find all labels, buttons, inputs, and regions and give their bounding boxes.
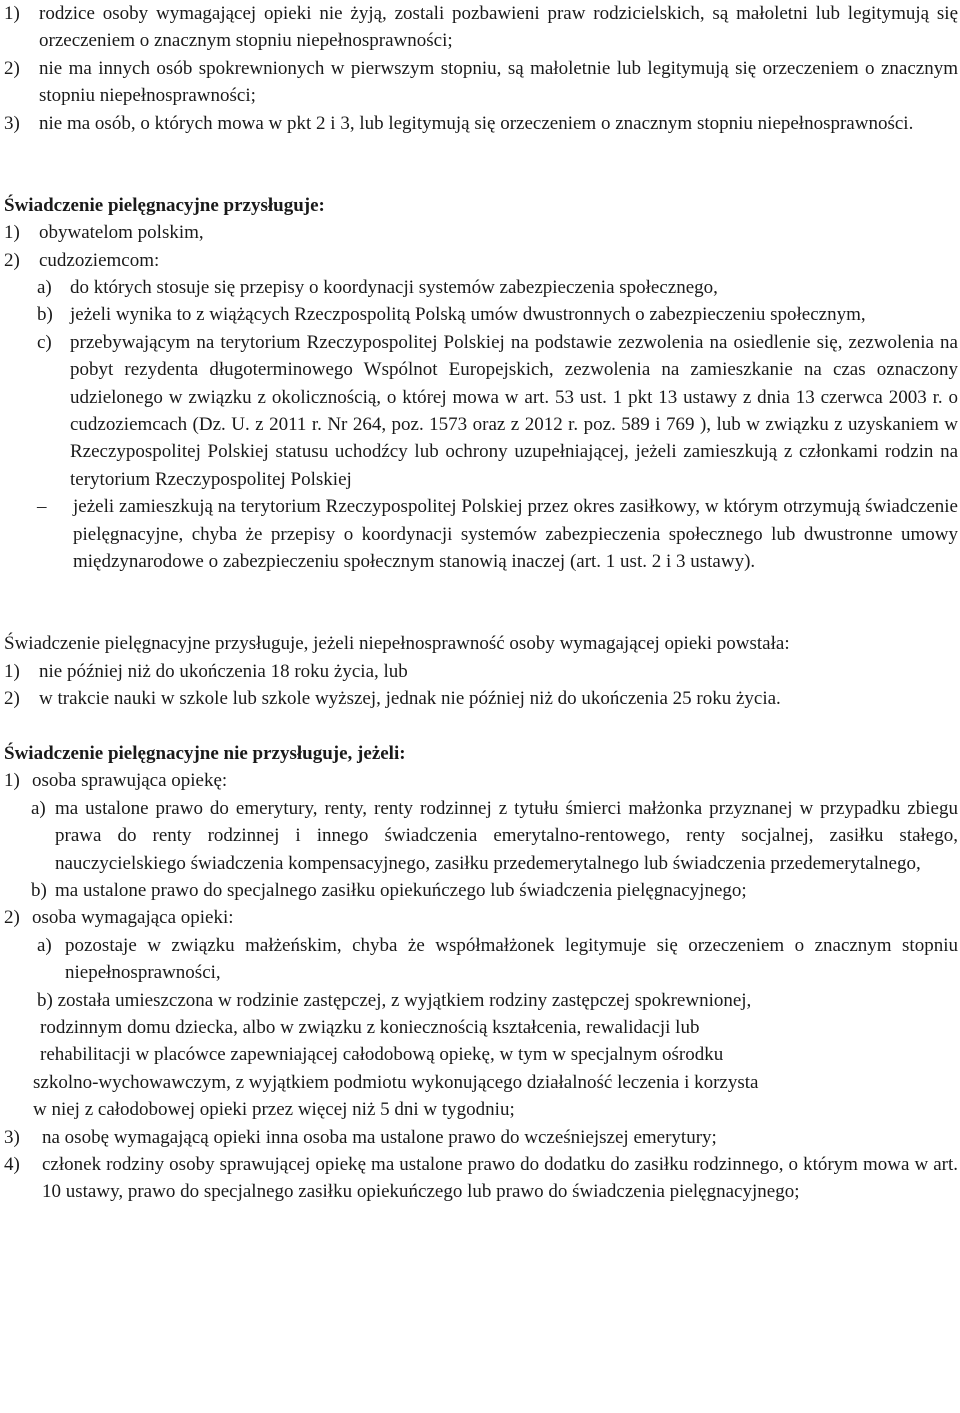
item-number: 3) [4, 1126, 20, 1148]
text-line: rodzinnym domu dziecka, albo w związku z koniecznością kształcenia, rewalidacji lub [40, 1016, 700, 1038]
item-text: nie później niż do ukończenia 18 roku życia, lub [39, 660, 408, 682]
text-line: b) została umieszczona w rodzinie zastępczej, z wyjątkiem rodziny zastępczej spokrewnionej, [37, 989, 752, 1011]
list-item [4, 987, 958, 1124]
item-number: 2) [4, 688, 20, 710]
list-item [4, 1124, 958, 1151]
text-line: szkolno-wychowawczym, z wyjątkiem podmiotu wykonującego działalność leczenia i korzysta [33, 1071, 759, 1093]
item-text: cudzoziemcom: [39, 249, 160, 271]
item-text: rodzice osoby wymagającej opieki nie żyją, zostali pozbawieni praw rodzicielskich, są małoletni lub legitymują się orzeczeniem o znacznym stopniu niepełnosprawności; [39, 3, 958, 52]
item-text: na osobę wymagającą opieki inna osoba ma ustalone prawo do wcześniejszej emerytury; [42, 1126, 717, 1148]
list-item [4, 247, 958, 274]
item-number: 2) [4, 907, 20, 929]
item-letter: b) [31, 879, 47, 901]
list-item [4, 1151, 958, 1206]
list-item [4, 658, 958, 685]
item-text: ma ustalone prawo do specjalnego zasiłku opiekuńczego lub świadczenia pielęgnacyjnego; [55, 879, 747, 901]
item-letter: a) [37, 934, 52, 956]
item-number: 1) [4, 660, 20, 682]
text-line: w niej z całodobowej opieki przez więcej niż 5 dni w tygodniu; [33, 1099, 515, 1121]
list-item [4, 55, 958, 110]
list-item [4, 301, 958, 328]
list-item [4, 877, 958, 904]
item-text: nie ma osób, o których mowa w pkt 2 i 3, lub legitymują się orzeczeniem o znacznym stopniu niepełnosprawności. [39, 112, 914, 134]
item-number: 1) [4, 770, 20, 792]
dash-bullet: – [37, 496, 47, 518]
list-item [4, 932, 958, 987]
item-text: pozostaje w związku małżeńskim, chyba że współmałżonek legitymuje się orzeczeniem o znacznym stopniu niepełnosprawności, [65, 934, 958, 984]
list-item [4, 110, 958, 137]
section-heading: Świadczenie pielęgnacyjne nie przysługuje, jeżeli: [4, 742, 406, 764]
item-text: osoba wymagająca opieki: [32, 907, 234, 929]
item-letter: b) [37, 304, 53, 326]
list-item [4, 493, 958, 575]
item-text: członek rodziny osoby sprawującej opiekę ma ustalone prawo do dodatku do zasiłku rodzinnego, o którym mowa w art. 10 ustawy, prawo do specjalnego zasiłku opiekuńczego lub prawo do świadczenia pielęgnacyjnego; [42, 1153, 958, 1203]
list-item [4, 0, 958, 55]
item-text: do których stosuje się przepisy o koordynacji systemów zabezpieczenia społecznego, [70, 277, 718, 299]
item-text: ma ustalone prawo do emerytury, renty, renty rodzinnej z tytułu śmierci małżonka przyznanej w przypadku zbiegu prawa do renty rodzinnej i innego świadczenia emerytalno-rentowego, renty socjalnej, zasiłku stałego, nauczycielskiego świadczenia kompensacyjnego, zasiłku przedemerytalnego lub świadczenia przedemerytalnego, [55, 797, 958, 874]
item-number: 1) [4, 222, 20, 244]
paragraph: Świadczenie pielęgnacyjne przysługuje, jeżeli niepełnosprawność osoby wymagającej opieki powstała: [4, 633, 790, 655]
item-text: nie ma innych osób spokrewnionych w pierwszym stopniu, są małoletnie lub legitymują się orzeczeniem o znacznym stopniu niepełnosprawności; [39, 57, 958, 107]
list-item [4, 795, 958, 877]
list-item [4, 274, 958, 301]
item-number: 1) [4, 3, 20, 24]
section-heading: Świadczenie pielęgnacyjne przysługuje: [4, 194, 325, 216]
list-item [4, 904, 958, 931]
text-line: rehabilitacji w placówce zapewniającej całodobową opiekę, w tym w specjalnym ośrodku [40, 1044, 724, 1066]
item-number: 3) [4, 112, 20, 134]
item-number: 4) [4, 1153, 20, 1175]
item-text: w trakcie nauki w szkole lub szkole wyższej, jednak nie później niż do ukończenia 25 roku życia. [39, 688, 781, 710]
item-letter: a) [31, 797, 46, 819]
list-item [4, 767, 958, 794]
item-letter: a) [37, 277, 52, 299]
item-number: 2) [4, 249, 20, 271]
item-number: 2) [4, 57, 20, 79]
item-text: osoba sprawująca opiekę: [32, 770, 228, 792]
list-item [4, 685, 958, 712]
item-text: przebywającym na terytorium Rzeczypospolitej Polskiej na podstawie zezwolenia na osiedlenie się, zezwolenia na pobyt rezydenta długoterminowego Wspólnot Europejskich, zezwolenia na zamieszkanie na czas oznaczony udzielonego w związku z okolicznością, o której mowa w art. 53 ust. 1 pkt 13 ustawy z dnia 13 czerwca 2003 r. o cudzoziemcach (Dz. U. z 2011 r. Nr 264, poz. 1573 oraz z 2012 r. poz. 589 i 769 ), lub w związku z uzyskaniem w Rzeczypospolitej Polskiej statusu uchodźcy lub ochrony uzupełniającej, jeżeli zamieszkują z członkami rodzin na terytorium Rzeczypospolitej Polskiej [70, 331, 958, 490]
item-text: jeżeli zamieszkują na terytorium Rzeczypospolitej Polskiej przez okres zasiłkowy, w którym otrzymują świadczenie pielęgnacyjne, chyba że przepisy o koordynacji systemów zabezpieczenia społecznego lub dwustronne umowy międzynarodowe o zabezpieczeniu społecznym stanowią inaczej (art. 1 ust. 2 i 3 ustawy). [73, 496, 958, 573]
list-item [4, 329, 958, 493]
list-item [4, 219, 958, 246]
item-letter: c) [37, 331, 52, 353]
item-text: obywatelom polskim, [39, 222, 204, 244]
item-text: jeżeli wynika to z wiążących Rzeczpospolitą Polską umów dwustronnych o zabezpieczeniu społecznym, [70, 304, 866, 326]
